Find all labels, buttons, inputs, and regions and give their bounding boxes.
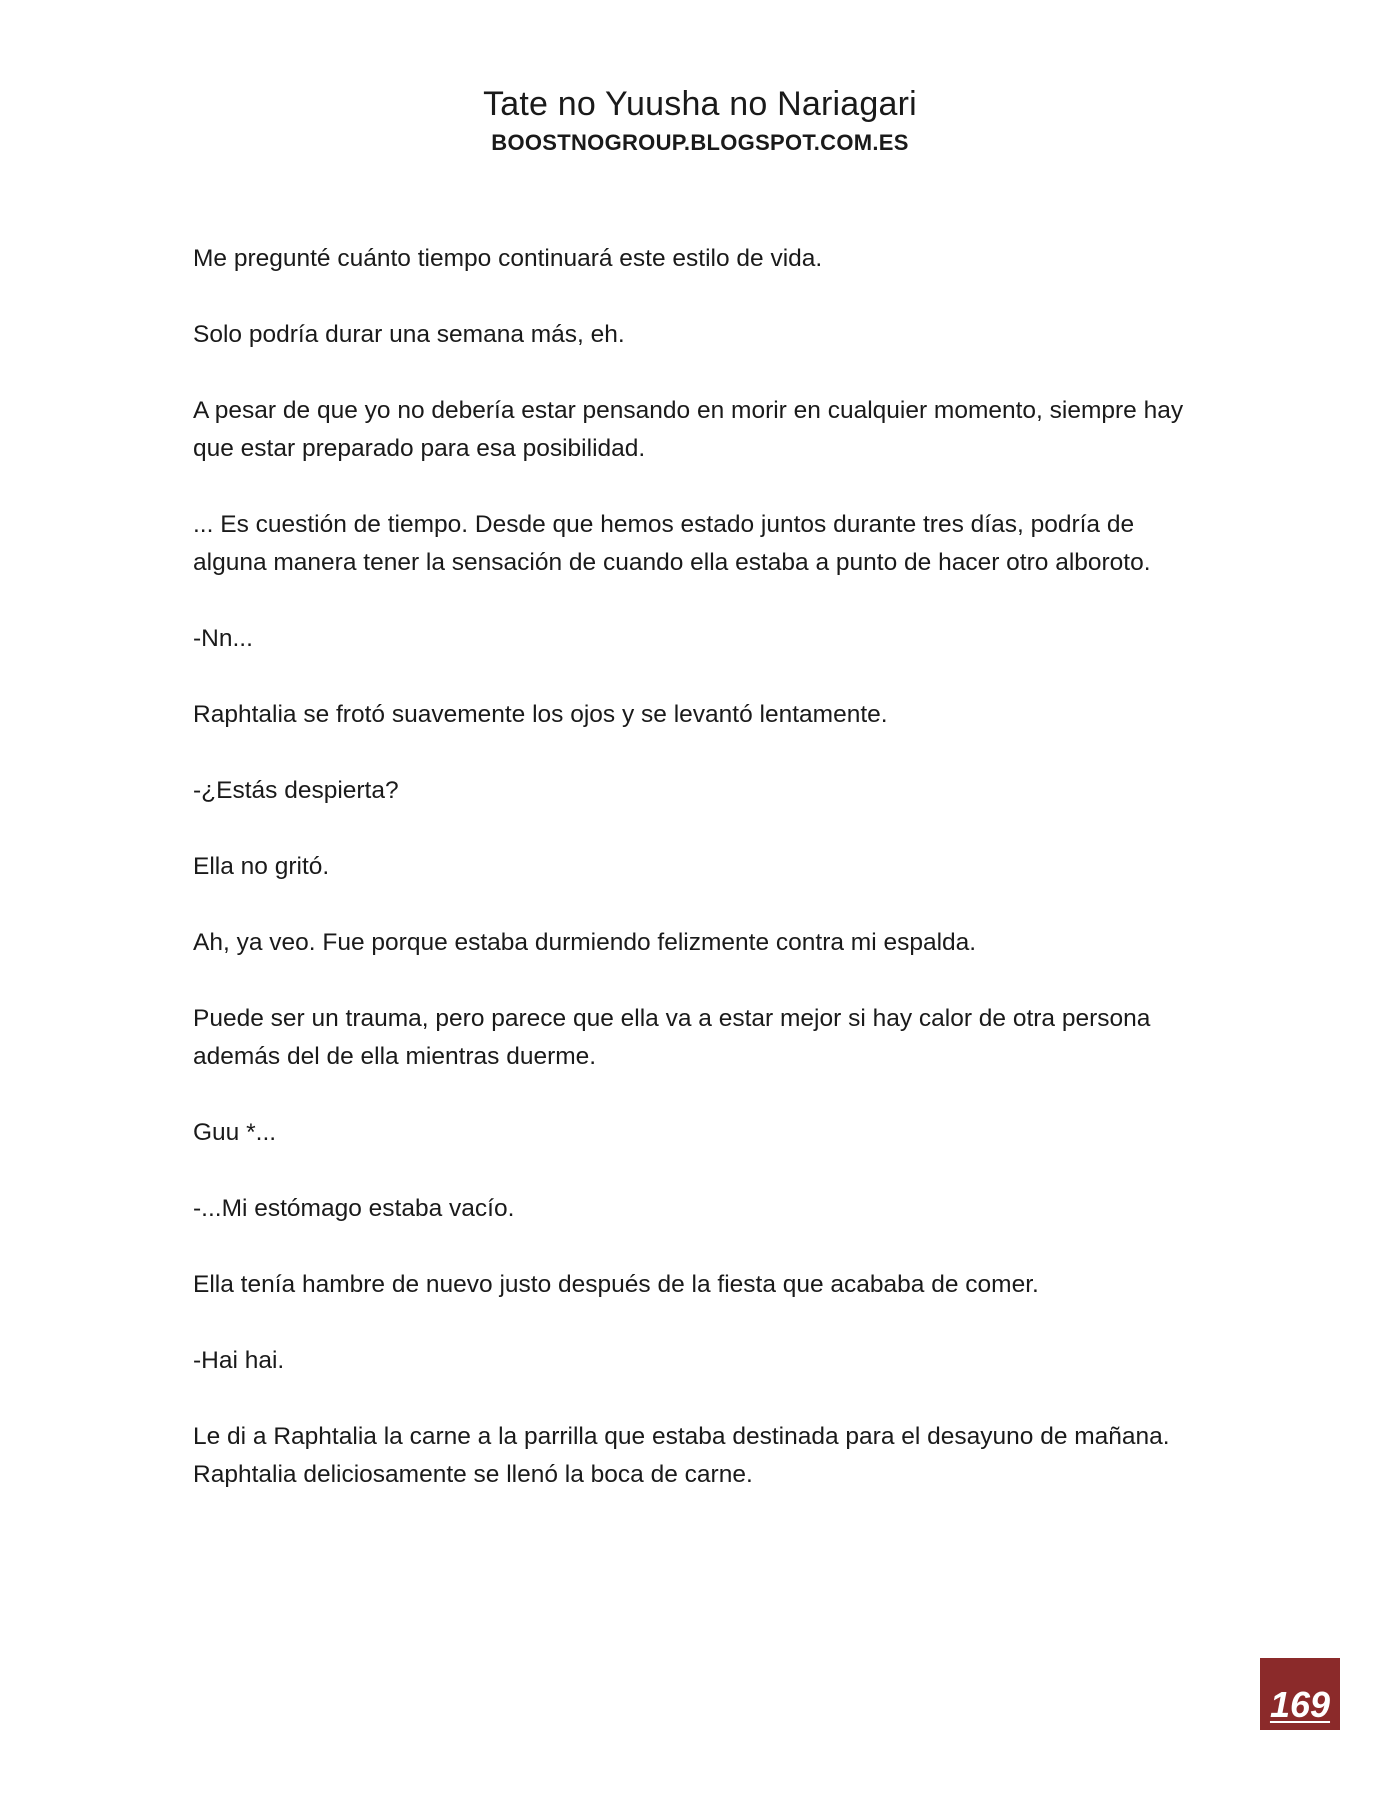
paragraph-11: Guu *... <box>193 1119 277 1146</box>
paragraph-14: -Hai hai. <box>193 1347 285 1374</box>
page-number: 169 <box>1269 1684 1331 1725</box>
paragraph-8: Ella no gritó. <box>193 853 330 880</box>
page-number-badge <box>1260 1658 1340 1730</box>
book-title: Tate no Yuusha no Nariagari <box>483 85 917 123</box>
paragraph-3: A pesar de que yo no debería estar pensando en morir en cualquier momento, siempre hay que estar preparado para esa posibilidad. <box>193 397 1184 462</box>
paragraph-1: Me pregunté cuánto tiempo continuará este estilo de vida. <box>193 245 823 272</box>
paragraph-7: -¿Estás despierta? <box>193 777 399 804</box>
blog-url: BOOSTNOGROUP.BLOGSPOT.COM.ES <box>491 130 909 155</box>
page-body <box>193 240 1193 1532</box>
paragraph-2: Solo podría durar una semana más, eh. <box>193 321 625 348</box>
paragraph-10: Puede ser un trauma, pero parece que ella va a estar mejor si hay calor de otra persona además del de ella mientras duerme. <box>193 1005 1151 1070</box>
paragraph-6: Raphtalia se frotó suavemente los ojos y se levantó lentamente. <box>193 701 888 728</box>
paragraph-12: -...Mi estómago estaba vacío. <box>193 1195 515 1222</box>
paragraph-13: Ella tenía hambre de nuevo justo después de la fiesta que acababa de comer. <box>193 1271 1039 1298</box>
paragraph-4: ... Es cuestión de tiempo. Desde que hemos estado juntos durante tres días, podría de alguna manera tener la sensación de cuando ella estaba a punto de hacer otro alboroto. <box>193 511 1151 576</box>
paragraph-15: Le di a Raphtalia la carne a la parrilla que estaba destinada para el desayuno de mañana. Raphtalia deliciosamente se llenó la boca de carne. <box>193 1423 1170 1488</box>
paragraph-9: Ah, ya veo. Fue porque estaba durmiendo felizmente contra mi espalda. <box>193 929 977 956</box>
paragraph-5: -Nn... <box>193 625 253 652</box>
page-header <box>0 84 1400 156</box>
